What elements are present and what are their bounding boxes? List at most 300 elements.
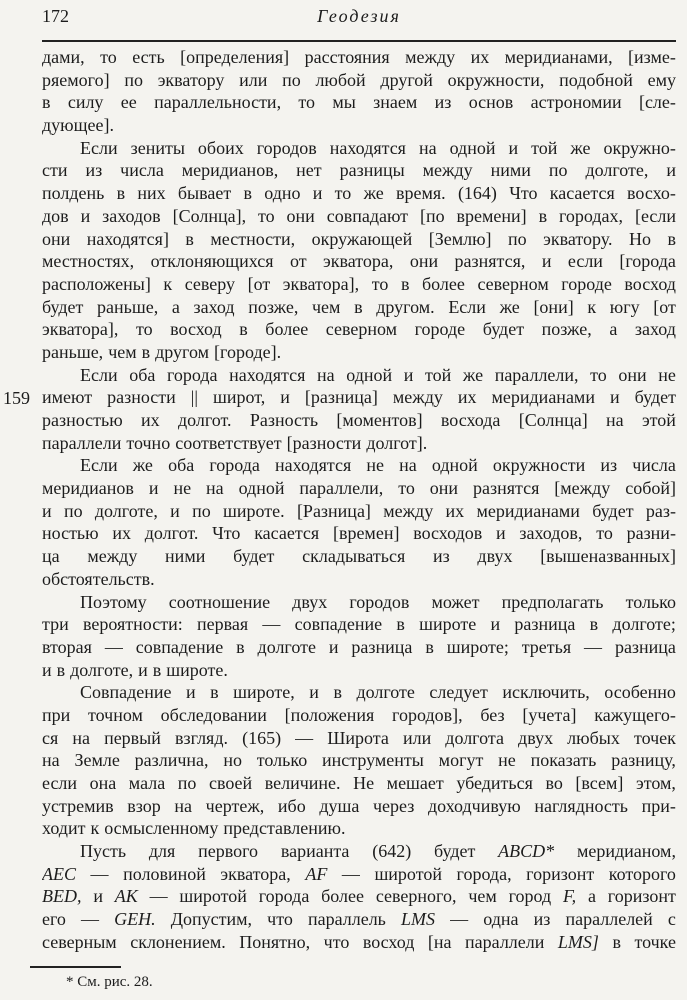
word: точке [634,931,676,952]
word: точно [126,432,171,453]
word: первого [198,841,259,862]
word: [между [554,478,611,499]
word: есть [132,47,165,67]
word: находятся] [86,228,169,249]
word: и [609,387,620,408]
word: [Солнца], [172,205,247,226]
word: при- [641,795,676,816]
word: северным [42,931,117,952]
word: LMS] [557,931,599,952]
word: или [402,727,432,748]
word: находятся [275,455,352,476]
text-line [42,228,676,251]
word: они [42,228,71,249]
word: и [403,364,414,385]
word: же [363,183,384,204]
word: [учета] [522,704,577,725]
word: города [209,455,260,476]
text-line [42,613,676,636]
word: совпадают [326,205,409,226]
word: своей [208,773,253,793]
word: через [373,795,415,816]
word: позже, [541,319,592,340]
word: при [42,704,71,725]
word: восхо- [627,183,676,204]
word: разнятся [472,478,540,499]
word: на [174,795,193,816]
word: Если [448,296,486,317]
word: не [366,455,385,476]
word: двух [477,546,513,567]
word: [определения] [180,47,290,67]
word: на [206,478,224,499]
footnote: * См. рис. 28. [66,974,153,990]
word: и [148,478,159,499]
word: сти [42,160,68,181]
word: находятся [229,364,306,385]
text-line [42,296,676,319]
word: соответствует [175,432,282,453]
word: то [590,364,607,385]
word: любых [567,727,620,748]
word: взор [127,795,161,816]
word: [на [427,931,452,952]
word: городов [349,591,410,612]
word: — [81,909,100,930]
word: городе [561,273,612,294]
word: в [236,636,245,657]
word: [по [419,205,445,226]
word: [изме- [628,47,676,67]
word: касается [549,183,615,204]
word: экватора, [323,251,394,272]
text-line [42,273,676,296]
word: заход [193,296,235,317]
text-line [42,908,676,931]
text-line [42,454,676,477]
word: по [63,500,83,521]
text-line [42,409,676,432]
word: же [570,137,591,158]
word: разностью [42,410,123,430]
word: с [667,909,676,930]
word: будет [634,387,676,408]
text-line [42,318,676,341]
word: на [606,410,624,430]
word: местности, [210,228,296,249]
word: [разности [286,432,362,453]
word: Совпадение [80,682,172,703]
word: город [508,886,552,907]
word: дами, [42,47,85,67]
text-line [42,704,676,727]
word: разнятся, [454,251,526,272]
word: от [289,251,307,272]
word: более [265,319,309,340]
word: [города [619,251,676,272]
word: чертеж, [205,795,265,816]
word: а [587,886,596,907]
word: меридианов, [181,160,279,181]
word: не [173,478,192,499]
word: [сле- [638,92,676,113]
word: широте [419,614,477,635]
word: [от [247,273,271,294]
word: в [400,273,410,294]
word: AK [114,886,138,907]
text-line [42,795,676,818]
word: половиной [123,863,206,884]
word: горизонт [607,886,676,907]
word: долготе, [94,500,158,521]
word: и [312,183,323,204]
word: — [149,886,168,907]
word: горизонт [526,863,595,884]
word: их [141,410,160,430]
word: [разница] [304,387,378,408]
word: (164) [457,183,497,204]
word: зениты [130,137,185,158]
word: параллельности, [154,92,282,113]
word: на [418,137,437,158]
word: в [239,319,248,340]
word: разницы [339,160,405,181]
word: в [396,614,405,635]
word: показать [530,750,597,771]
word: Широта [327,727,389,748]
word: и [541,251,552,272]
text-line [42,500,676,523]
word: из [533,909,551,930]
text-line [42,341,676,364]
word: на [399,455,417,476]
word: GEH. [114,909,156,930]
word: в [141,341,151,362]
word: касается [254,523,320,544]
word: одна [483,909,519,930]
word: убедиться [456,773,533,793]
word: северного, [375,886,457,907]
word: той [531,137,558,158]
word: — [584,636,603,657]
text-line [42,46,676,69]
word: Если [80,364,118,385]
word: предполагать [501,591,604,612]
word: [Разница] [296,500,371,521]
word: их [457,387,477,408]
word: (165) [242,727,282,748]
word: различна, [134,750,209,771]
word: и [186,682,196,703]
word: и [328,636,339,657]
word: восход [362,931,415,952]
word: на [42,750,60,771]
word: экватора], [42,319,119,340]
page-number: 172 [42,6,69,26]
word: этой [641,410,676,430]
word: ностью [42,523,99,544]
word: расположены] [42,273,151,294]
word: долгот. [177,410,232,430]
word: Понятно, [239,931,311,952]
word: меридианами [491,387,595,408]
word: — [450,909,469,930]
word: же [462,364,484,385]
word: одно [264,183,301,204]
word: они [409,251,439,272]
word: они [618,364,647,385]
word: чем [468,886,497,907]
word: а [609,319,618,340]
word: долготе, [70,659,134,680]
word: взгляд. [175,727,228,748]
word: параллели, [494,364,579,385]
word: двух [518,727,554,748]
text-line [42,817,676,840]
word: они [429,478,459,499]
word: и [508,137,519,158]
word: вероятности: [82,614,183,635]
word: в [185,228,194,249]
text-line [42,137,676,160]
word: окружности [492,455,586,476]
word: совпадение [294,614,383,635]
word: же [132,455,153,476]
word: долготе [257,636,316,657]
word: на [72,727,90,748]
word: только [625,591,676,612]
word: времени] [456,205,527,226]
word: точном [88,704,143,725]
word: ABCD* [498,841,555,862]
word: их [112,523,131,544]
word: совпадение [135,636,224,657]
word: городов [256,137,317,158]
word: если [567,251,603,272]
word: северу [184,273,236,294]
word: то [596,523,613,544]
word: кажущего- [594,704,676,725]
word: и [280,387,290,408]
word: долготе; [612,614,676,635]
word: же [499,296,520,317]
text-line [42,636,676,659]
word: ними [165,546,206,567]
margin-number: 159 [3,387,30,408]
word: к [587,296,597,317]
word: Разность [249,410,319,430]
word: ними [490,160,531,181]
word: инструменты [322,750,424,771]
word: из [85,160,103,181]
text-line [42,250,676,273]
word: заходов [102,205,161,226]
word: Если [80,455,118,476]
word: ца [42,546,60,567]
word: или [239,69,268,90]
word: бывает [177,183,232,204]
word: [вышеназванных] [540,546,676,567]
word: будет [434,841,476,862]
word: и [42,500,52,521]
word: долготе, [585,160,649,181]
word: мы [332,92,356,113]
word: обоих [197,137,244,158]
word: [городе]. [214,341,282,362]
word: параллель [307,909,386,930]
word: в [538,205,548,226]
word: на [317,364,335,385]
word: городов], [392,704,463,725]
text-line [42,182,676,205]
word: позже, [248,296,299,317]
word: то [334,183,352,204]
word: заходов, [519,523,583,544]
word: следует [429,682,488,703]
word: в [667,228,676,249]
word: по [124,69,143,90]
word: а [171,296,180,317]
word: заход [634,319,676,340]
word: точек [633,727,676,748]
word: [от [653,296,676,317]
word: другой [380,69,433,90]
word: широтой [179,886,247,907]
word: для [148,841,176,862]
word: югу [609,296,640,317]
word: и [309,682,319,703]
word: ибо [277,795,306,816]
word: особенно [604,682,676,703]
word: из [432,546,450,567]
word: в [333,682,342,703]
text-line [42,159,676,182]
word: — [90,863,109,884]
word: имеют [42,387,93,408]
word: варианта [280,841,350,862]
word: между [383,500,434,521]
word: без [480,704,505,725]
word: раз- [645,500,676,521]
word: меридианами [476,500,580,521]
word: нет [296,160,322,181]
word: и [490,614,501,635]
word: по [508,228,527,249]
word: северном [325,319,398,340]
text-line [42,545,676,568]
word: по [177,773,197,793]
word: разницу, [611,750,676,771]
word: оба [168,455,195,476]
word: которого [608,863,676,884]
word: [если [634,205,676,226]
word: и [138,659,148,680]
word: их [445,500,465,521]
word: широте, [233,682,295,703]
word: три [42,614,69,635]
word: BED, [42,886,82,907]
word: то [100,47,117,67]
word: к [163,273,173,294]
word: первая [196,614,249,635]
word: долгот]. [366,432,428,453]
word: восход [170,319,222,340]
word: Допустим, [170,909,253,930]
word: осмысленному [104,818,219,839]
word: городах, [558,205,624,226]
word: они [286,205,315,226]
word: [времен] [332,523,400,544]
word: и [42,659,52,680]
text-line [42,69,676,92]
word: Поэтому [80,591,147,612]
word: меридианами, [504,47,613,67]
word: экватору [157,69,225,90]
word: по [192,500,211,521]
word: [всем] [575,773,624,793]
word: и [80,205,91,226]
word: в [152,659,162,680]
word: числа [632,455,676,476]
text-line [42,591,676,614]
word: меридианов [42,478,134,499]
text-line [42,659,676,682]
word: ряемого] [42,69,110,90]
word: обстоятельств. [42,568,155,589]
word: ходит [42,818,86,839]
word: величине. [264,773,341,793]
word: более [321,886,365,907]
word: будет [592,500,634,521]
word: основ [468,92,514,113]
word: Пусть [80,841,127,862]
text-line [42,840,676,863]
word: между [422,160,473,181]
word: склонением. [130,931,226,952]
word: другом [155,341,210,362]
word: в [425,636,434,657]
word: она [89,773,117,793]
word: силу [67,92,104,113]
text-line [42,681,676,704]
word: широте. [166,659,228,680]
word: соотношение [168,591,271,612]
word: чем [108,341,137,362]
word: полдень [42,183,105,204]
word: Что [212,523,241,544]
word: мала [128,773,166,793]
word: дов [42,205,69,226]
word: города [166,364,218,385]
word: между [392,387,443,408]
word: одной [449,137,496,158]
word: раньше, [42,341,104,362]
word: города, [456,863,512,884]
word: в [210,682,219,703]
word: долготе [356,682,415,703]
word: не [498,750,516,771]
word: наглядность [534,795,628,816]
word: Но [628,228,651,249]
word: их [470,47,490,67]
word: — [341,863,360,884]
word: между [405,47,456,67]
word: разница [351,636,413,657]
word: [положения [284,704,375,725]
word: будет [482,319,525,340]
word: но [223,750,242,771]
word: то [298,92,316,113]
